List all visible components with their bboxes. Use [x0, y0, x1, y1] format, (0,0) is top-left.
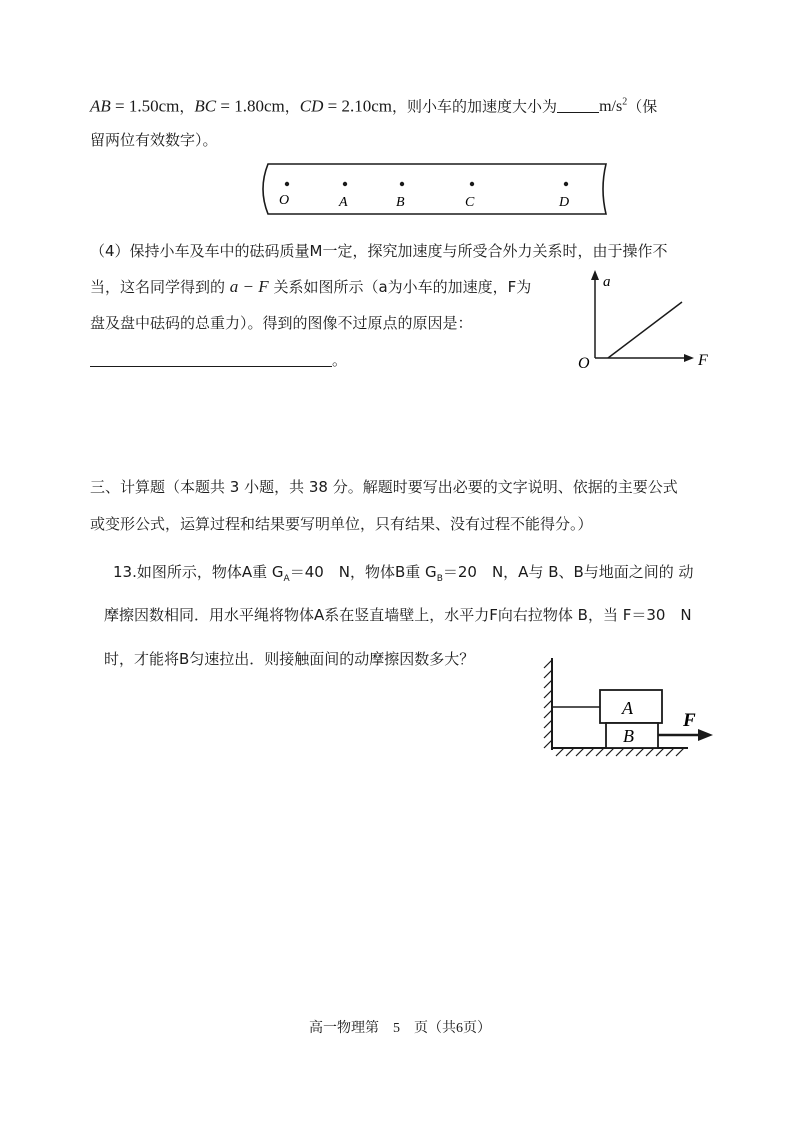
q12-part3-line2: 留两位有效数字）。	[90, 131, 218, 149]
q12-part4-line3: 盘及盘中砝码的总重力）。得到的图像不过原点的原因是：	[90, 314, 473, 332]
force-label: F	[683, 710, 696, 731]
section3-line1: 三、计算题（本题共 3 小题，共 38 分。解题时要写出必要的文字说明、依据的主要公式	[90, 478, 678, 496]
section3-line2: 或变形公式，运算过程和结果要写明单位，只有结果、没有过程不能得分。）	[90, 515, 593, 533]
a-f-math: a − F	[229, 277, 269, 296]
origin-label: O	[578, 355, 590, 372]
tape-label-o: O	[279, 193, 290, 208]
q12-part3-mid: ，则小车的加速度大小为	[392, 97, 558, 116]
tape-label-a: A	[339, 195, 348, 210]
a-f-graph	[570, 268, 720, 373]
q13-line2: 摩擦因数相同．用水平绳将物体A系在竖直墙壁上，水平力F向右拉物体 B，当 F＝30 N	[104, 606, 692, 624]
y-axis-label: a	[603, 274, 611, 290]
tape-label-d: D	[559, 195, 570, 210]
tape-dot-d	[564, 182, 568, 186]
bc-equation: BC = 1.80cm	[194, 96, 285, 116]
q12-part4-line1: （4）保持小车及车中的砝码质量M一定，探究加速度与所受合外力关系时，由于操作不	[90, 242, 668, 260]
q13-line3: 时，才能将B匀速拉出．则接触面间的动摩擦因数多大？	[104, 650, 475, 668]
ab-equation: AB = 1.50cm	[90, 96, 180, 116]
cd-equation: CD = 2.10cm	[299, 96, 393, 116]
subscript-b: B	[436, 574, 443, 584]
tape-dot-o	[285, 182, 289, 186]
q12-part4-line2: 当，这名同学得到的 a − F 关系如图所示（a为小车的加速度，F为	[90, 277, 532, 296]
page-footer: 高一物理第 5 页（共6页）	[309, 1021, 491, 1036]
subscript-a: A	[283, 574, 290, 584]
block-a-label: A	[622, 698, 633, 718]
answer-blank-acceleration	[557, 98, 599, 113]
y-axis-arrow	[591, 270, 599, 280]
tape-dot-b	[400, 182, 404, 186]
q13-line1: 13.如图所示，物体A重 $G_A=40$ N，物体B重 $G_B=20$ N，A与 B、B与地面之间的 动	[113, 563, 694, 584]
tape-label-c: C	[465, 195, 475, 210]
graph-line	[608, 302, 682, 358]
q12-part3-tail: （保	[627, 97, 658, 116]
x-axis-label: F	[698, 352, 708, 369]
end-mark: 。	[332, 351, 348, 369]
tape-label-b: B	[396, 195, 405, 210]
tape-dot-a	[343, 182, 347, 186]
force-arrowhead	[698, 729, 713, 741]
wall-blocks-figure	[538, 656, 723, 760]
q12-part3-line1: AB = 1.50cm，BC = 1.80cm，CD = 2.10cm，则小车的加速度大小为 $m/s^2$（保	[90, 96, 658, 116]
answer-blank-reason	[90, 366, 332, 367]
paper-tape-figure	[256, 160, 616, 218]
tape-dot-c	[470, 182, 474, 186]
x-axis-arrow	[684, 354, 694, 362]
block-b-label: B	[623, 726, 634, 746]
unit-label: $m/s^2$	[599, 97, 628, 116]
